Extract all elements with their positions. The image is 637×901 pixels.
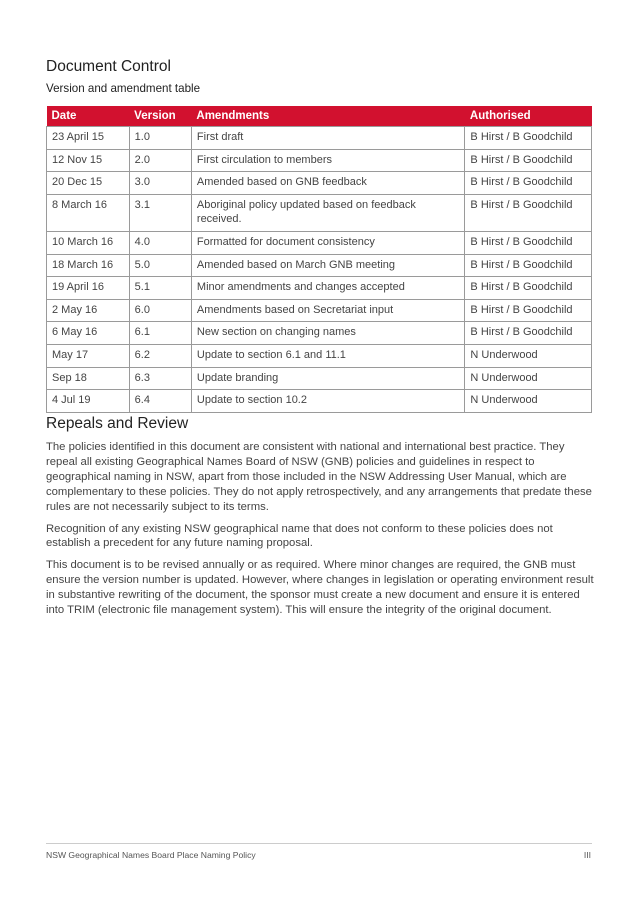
cell-authorised: N Underwood xyxy=(465,344,592,367)
cell-amendment: Minor amendments and changes accepted xyxy=(191,277,465,300)
cell-amendment: Amended based on March GNB meeting xyxy=(191,254,465,277)
table-row xyxy=(47,172,592,195)
cell-amendment: Update to section 6.1 and 11.1 xyxy=(191,344,465,367)
cell-version: 6.4 xyxy=(129,390,191,413)
header-date: Date xyxy=(47,106,130,127)
table-row xyxy=(47,194,592,231)
footer-document-title: NSW Geographical Names Board Place Naming Policy xyxy=(46,850,256,860)
cell-authorised: B Hirst / B Goodchild xyxy=(465,322,592,345)
repeals-paragraph-1: The policies identified in this document are consistent with national and international best practice. They repeal all existing Geographical Names Board of NSW (GNB) policies and guidelines in respect to geographical naming in NSW, apart from those included in the NSW Addressing User Manual, which are complementary to these policies. They do not apply retrospectively, and any arrangements that predate these rules are not necessarily subject to its terms. xyxy=(46,441,592,513)
cell-version: 2.0 xyxy=(129,149,191,172)
cell-version: 5.0 xyxy=(129,254,191,277)
cell-version: 5.1 xyxy=(129,277,191,300)
cell-amendment: Amended based on GNB feedback xyxy=(191,172,465,195)
cell-amendment: Update to section 10.2 xyxy=(191,390,465,413)
table-row xyxy=(47,322,592,345)
table-body xyxy=(47,127,592,413)
cell-authorised: B Hirst / B Goodchild xyxy=(465,231,592,254)
cell-version: 3.0 xyxy=(129,172,191,195)
cell-amendment: Amendments based on Secretariat input xyxy=(191,299,465,322)
cell-date: 8 March 16 xyxy=(47,194,130,231)
footer-page-number: III xyxy=(583,850,591,860)
repeals-body xyxy=(46,440,594,625)
table-row xyxy=(47,231,592,254)
cell-amendment: New section on changing names xyxy=(191,322,465,345)
cell-date: 10 March 16 xyxy=(47,231,130,254)
table-row xyxy=(47,390,592,413)
cell-authorised: B Hirst / B Goodchild xyxy=(465,149,592,172)
cell-date: 23 April 15 xyxy=(47,127,130,150)
cell-date: 12 Nov 15 xyxy=(47,149,130,172)
table-row xyxy=(47,254,592,277)
cell-date: 18 March 16 xyxy=(47,254,130,277)
document-control-heading: Document Control xyxy=(46,58,171,75)
table-row xyxy=(47,149,592,172)
cell-authorised: N Underwood xyxy=(465,367,592,390)
cell-authorised: B Hirst / B Goodchild xyxy=(465,127,592,150)
version-amendment-table xyxy=(46,106,592,413)
cell-date: 4 Jul 19 xyxy=(47,390,130,413)
cell-date: May 17 xyxy=(47,344,130,367)
version-table-heading: Version and amendment table xyxy=(46,82,201,95)
cell-amendment: First circulation to members xyxy=(191,149,465,172)
table-row xyxy=(47,277,592,300)
cell-authorised: B Hirst / B Goodchild xyxy=(465,299,592,322)
table-row xyxy=(47,299,592,322)
table-header-row xyxy=(47,106,592,127)
cell-version: 4.0 xyxy=(129,231,191,254)
cell-authorised: B Hirst / B Goodchild xyxy=(465,172,592,195)
cell-date: 6 May 16 xyxy=(47,322,130,345)
cell-version: 3.1 xyxy=(129,194,191,231)
cell-authorised: B Hirst / B Goodchild xyxy=(465,254,592,277)
cell-version: 6.2 xyxy=(129,344,191,367)
table-row xyxy=(47,367,592,390)
cell-date: Sep 18 xyxy=(47,367,130,390)
cell-date: 2 May 16 xyxy=(47,299,130,322)
cell-version: 1.0 xyxy=(129,127,191,150)
cell-authorised: B Hirst / B Goodchild xyxy=(465,194,592,231)
footer-divider xyxy=(46,843,592,844)
cell-authorised: N Underwood xyxy=(465,390,592,413)
cell-authorised: B Hirst / B Goodchild xyxy=(465,277,592,300)
cell-date: 19 April 16 xyxy=(47,277,130,300)
repeals-paragraph-2: Recognition of any existing NSW geographical name that does not conform to these policies does not establish a precedent for any future naming proposal. xyxy=(46,522,553,550)
cell-date: 20 Dec 15 xyxy=(47,172,130,195)
repeals-paragraph-3: This document is to be revised annually or as required. Where minor changes are required, the GNB must ensure the version number is updated. However, where changes in legislation or operating environment result in substantive rewriting of the document, the sponsor must create a new document and ensure it is entered into TRIM (electronic file management system). This will ensure the integrity of the original document. xyxy=(46,559,594,617)
repeals-heading: Repeals and Review xyxy=(46,415,189,432)
header-amendments: Amendments xyxy=(191,106,465,127)
cell-amendment: Update branding xyxy=(191,367,465,390)
header-version: Version xyxy=(129,106,191,127)
table-row xyxy=(47,127,592,150)
cell-amendment: Formatted for document consistency xyxy=(191,231,465,254)
header-authorised: Authorised xyxy=(465,106,592,127)
cell-amendment: Aboriginal policy updated based on feedback received. xyxy=(191,194,465,231)
table-row xyxy=(47,344,592,367)
cell-version: 6.3 xyxy=(129,367,191,390)
cell-version: 6.1 xyxy=(129,322,191,345)
cell-amendment: First draft xyxy=(191,127,465,150)
cell-version: 6.0 xyxy=(129,299,191,322)
